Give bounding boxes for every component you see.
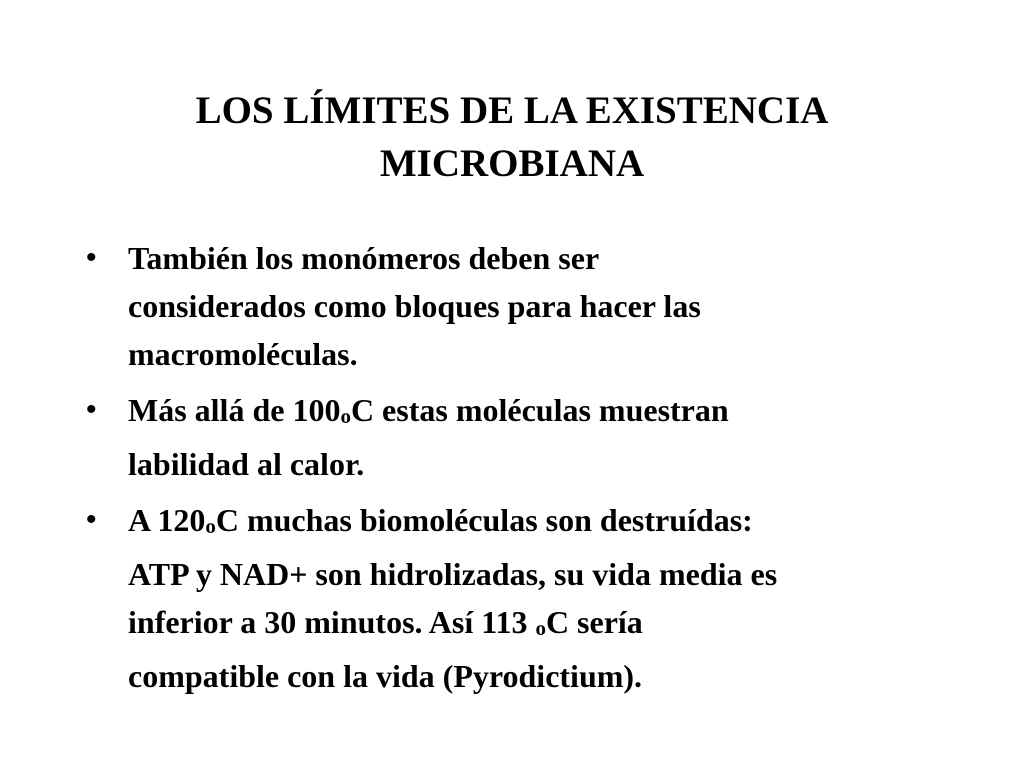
bullet-item-heat-lability bbox=[80, 386, 960, 488]
text-run: A 120 bbox=[128, 502, 206, 538]
bullet-line: labilidad al calor. bbox=[128, 446, 365, 482]
bullet-line: También los monómeros deben ser bbox=[128, 240, 600, 276]
text-run: inferior a 30 minutos. Así 113 bbox=[128, 604, 536, 640]
bullet-icon: • bbox=[86, 393, 97, 426]
bullet-text bbox=[128, 386, 960, 488]
bullet-item-destruction bbox=[80, 496, 960, 700]
degree-superscript: o bbox=[535, 616, 546, 640]
text-run: Más allá de 100 bbox=[128, 392, 341, 428]
bullet-line: ATP y NAD+ son hidrolizadas, su vida media es bbox=[128, 556, 778, 592]
slide-title-line-1: LOS LÍMITES DE LA EXISTENCIA bbox=[195, 89, 829, 132]
degree-superscript: o bbox=[340, 404, 351, 428]
bullet-text bbox=[128, 496, 960, 700]
bullet-line bbox=[128, 392, 729, 428]
slide-title-line-2: MICROBIANA bbox=[379, 142, 645, 185]
text-run: C muchas biomoléculas son destruídas: bbox=[215, 502, 753, 538]
bullet-list bbox=[80, 234, 960, 708]
bullet-line: macromoléculas. bbox=[128, 336, 358, 372]
bullet-text bbox=[128, 234, 960, 378]
text-run: C sería bbox=[545, 604, 643, 640]
bullet-icon: • bbox=[86, 241, 97, 274]
slide-title bbox=[0, 84, 1024, 190]
bullet-line bbox=[128, 604, 643, 640]
text-run: C estas moléculas muestran bbox=[350, 392, 729, 428]
bullet-icon: • bbox=[86, 503, 97, 536]
bullet-line: compatible con la vida (Pyrodictium). bbox=[128, 658, 643, 694]
bullet-line bbox=[128, 502, 753, 538]
bullet-line: considerados como bloques para hacer las bbox=[128, 288, 701, 324]
degree-superscript: o bbox=[205, 514, 216, 538]
bullet-item-monomers bbox=[80, 234, 960, 378]
